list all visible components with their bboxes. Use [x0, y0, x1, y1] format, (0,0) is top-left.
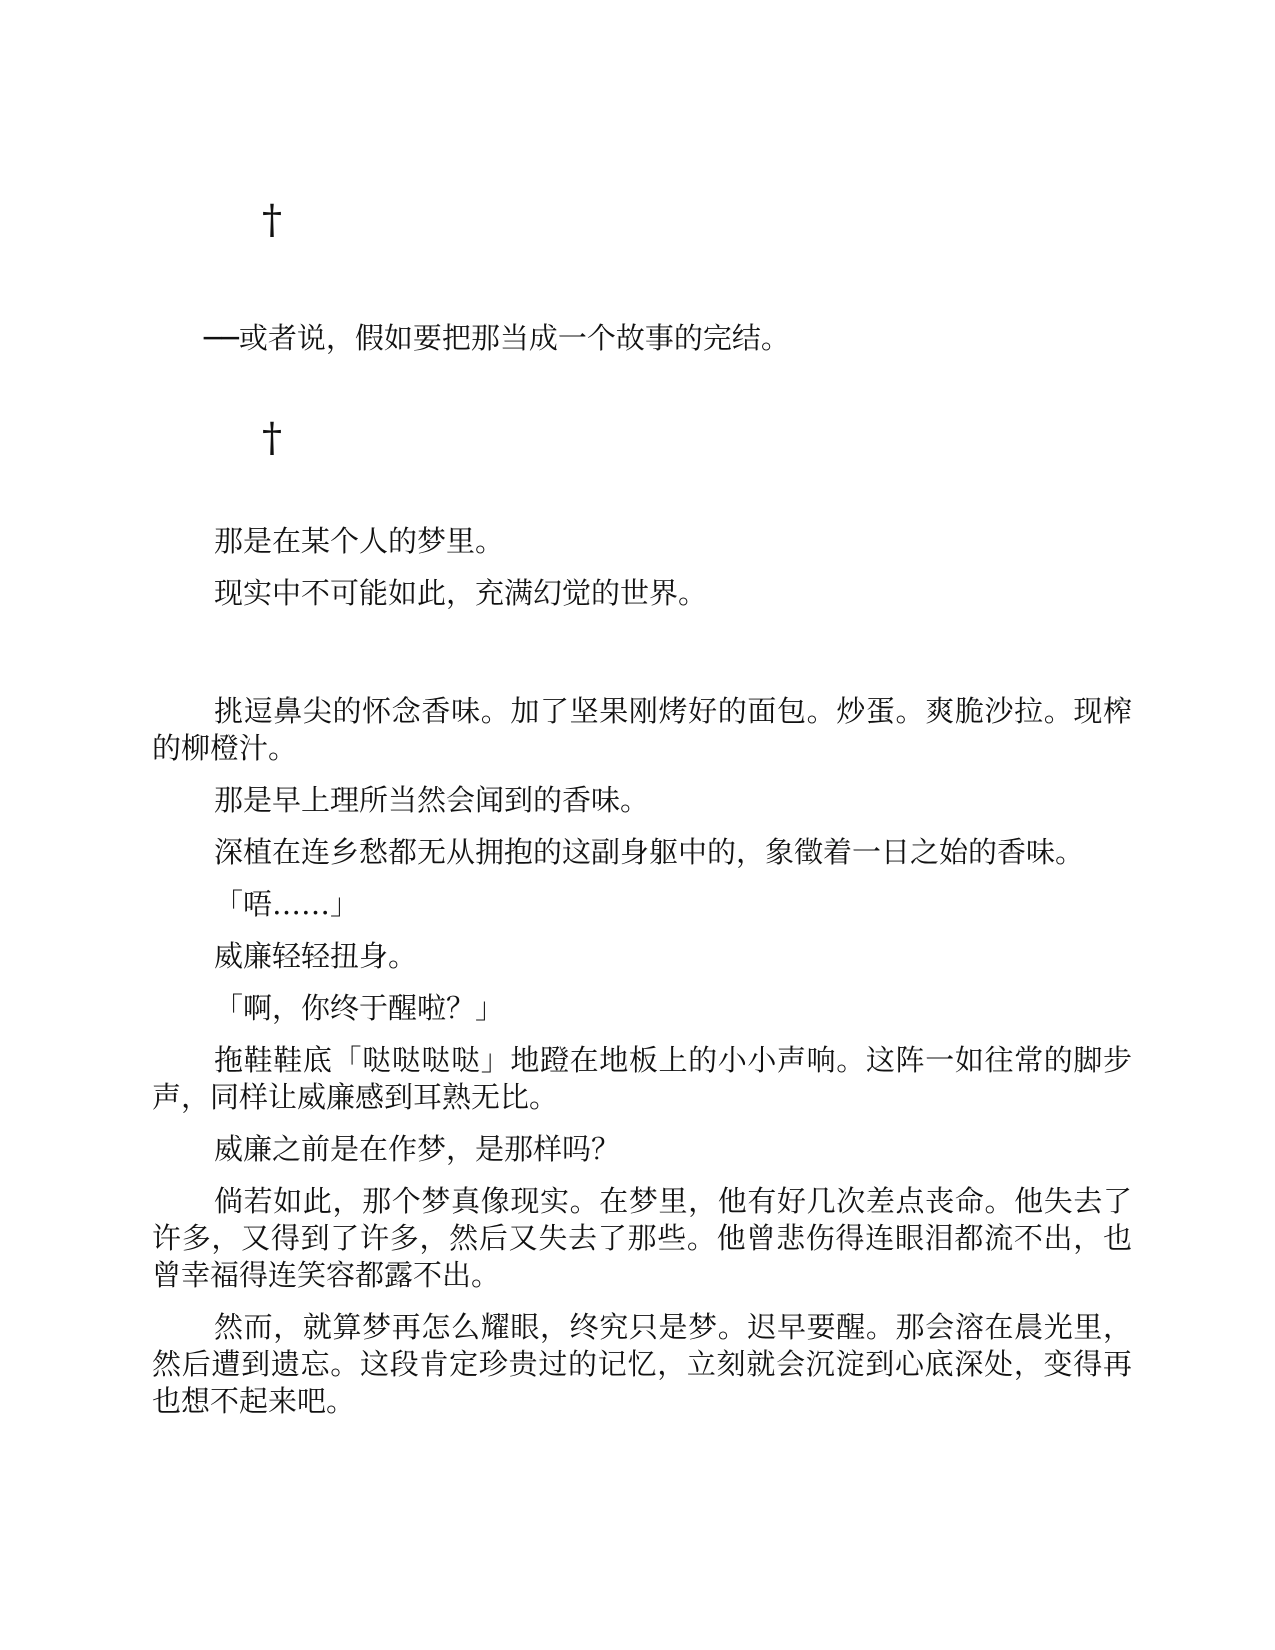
section-separator-dagger: † [262, 197, 282, 243]
paragraph: 现实中不可能如此，充满幻觉的世界。 [214, 576, 708, 610]
paragraph: 倘若如此，那个梦真像现实。在梦里，他有好几次差点丧命。他失去了许多，又得到了许多，然后又失去了那些。他曾悲伤得连眼泪都流不出，也曾幸福得连笑容都露不出。 [152, 1184, 1132, 1292]
section-separator-dagger: † [262, 415, 282, 461]
paragraph: 拖鞋鞋底「哒哒哒哒」地蹬在地板上的小小声响。这阵一如往常的脚步声，同样让威廉感到耳熟无比。 [152, 1043, 1132, 1114]
paragraph: 威廉之前是在作梦，是那样吗？ [214, 1132, 621, 1166]
paragraph: 深植在连乡愁都无从拥抱的这副身躯中的，象徵着一日之始的香味。 [214, 835, 1085, 869]
section-two-text [152, 693, 1132, 1420]
intro-paragraph-block [152, 320, 1132, 357]
dialogue-line: 「啊，你终于醒啦？」 [214, 991, 505, 1025]
paragraph: 那是早上理所当然会闻到的香味。 [214, 783, 650, 817]
paragraph: 那是在某个人的梦里。 [214, 524, 505, 558]
paragraph: 威廉轻轻扭身。 [214, 939, 418, 973]
intro-line: ──或者说，假如要把那当成一个故事的完结。 [204, 321, 790, 355]
paragraph: 挑逗鼻尖的怀念香味。加了坚果刚烤好的面包。炒蛋。爽脆沙拉。现榨的柳橙汁。 [152, 694, 1132, 765]
paragraph: 然而，就算梦再怎么耀眼，终究只是梦。迟早要醒。那会溶在晨光里，然后遭到遗忘。这段肯定珍贵过的记忆，立刻就会沉淀到心底深处，变得再也想不起来吧。 [152, 1310, 1132, 1418]
dialogue-line: 「唔……」 [214, 887, 360, 921]
section-one-text [152, 523, 1132, 612]
